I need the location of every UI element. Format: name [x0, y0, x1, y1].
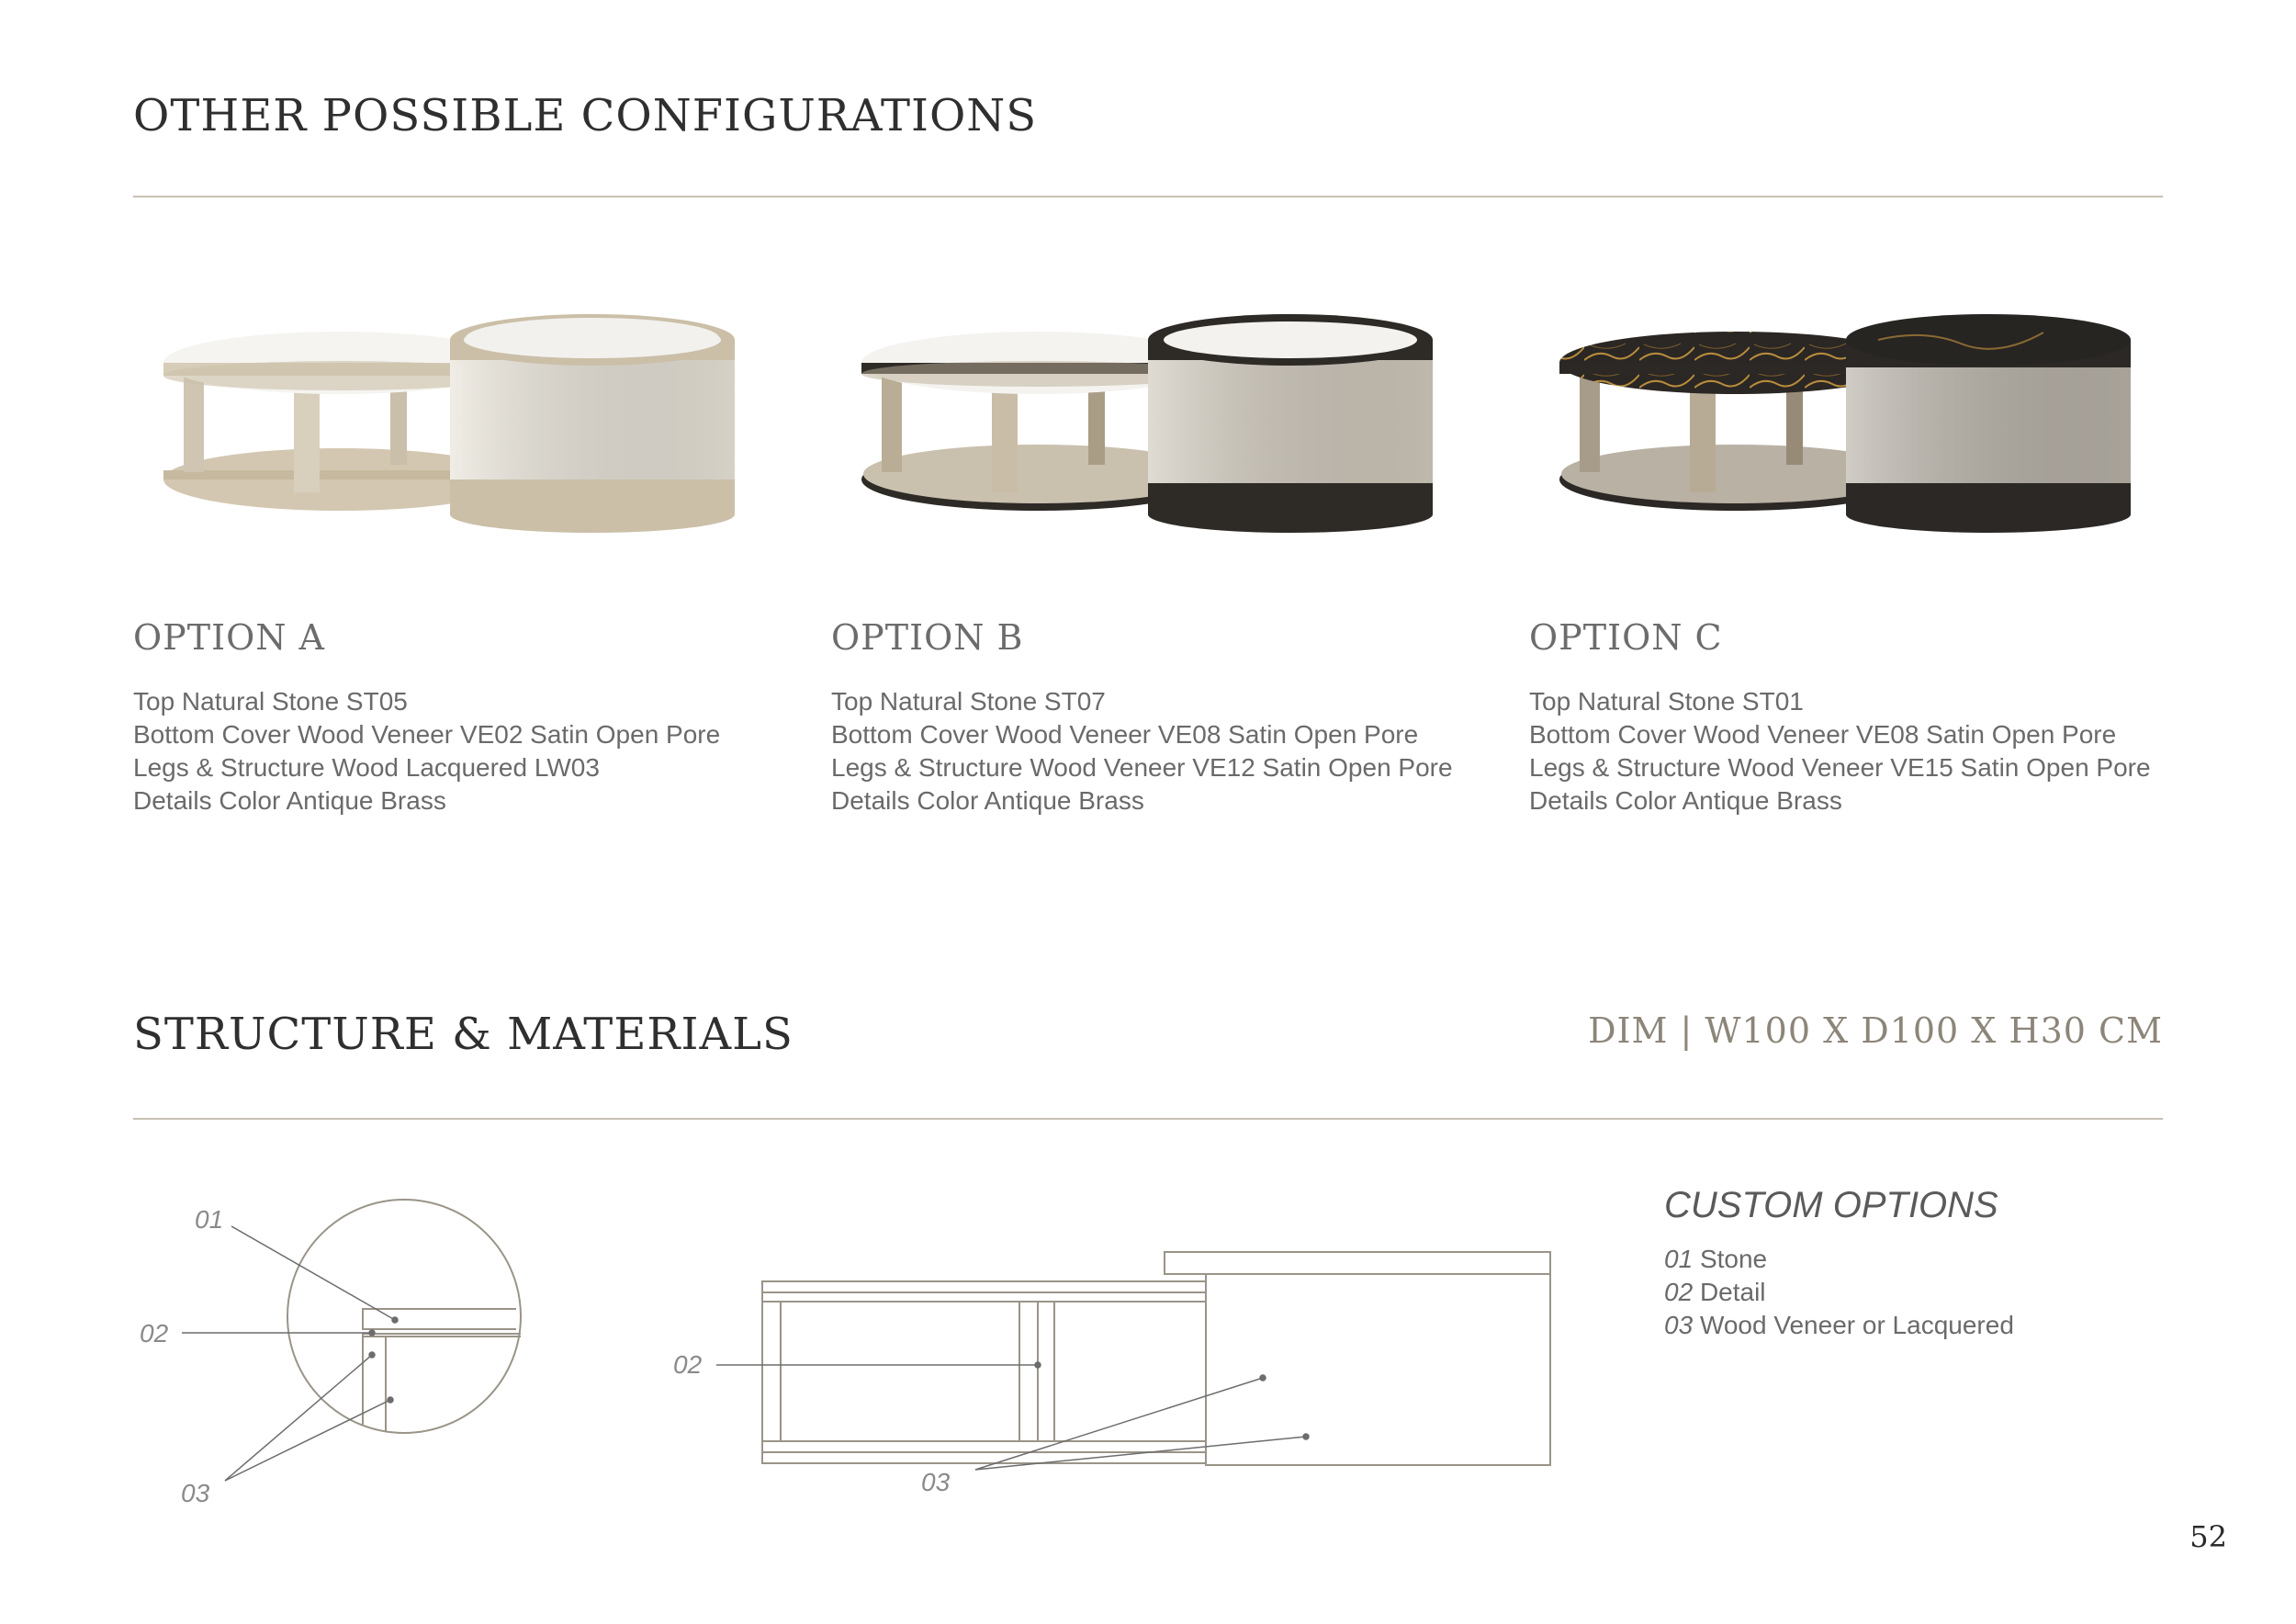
option-a-leg — [184, 377, 204, 472]
table-illustrations — [133, 312, 2181, 551]
custom-options-title: CUSTOM OPTIONS — [1664, 1185, 1998, 1225]
divider-top — [133, 196, 2163, 197]
section-leg — [1019, 1302, 1038, 1441]
option-c-leg — [1580, 377, 1600, 472]
option-b-spec-details: Details Color Antique Brass — [831, 786, 1144, 815]
option-a-spec-bottom: Bottom Cover Wood Veneer VE02 Satin Open Pore — [133, 720, 721, 749]
callout-02-detail: 02 — [140, 1319, 169, 1348]
option-a-title: OPTION A — [133, 617, 326, 658]
detail-top-panel — [363, 1309, 516, 1329]
option-a-spec-details: Details Color Antique Brass — [133, 786, 446, 815]
option-c-spec-details: Details Color Antique Brass — [1529, 786, 1842, 815]
custom-option-stone: 01 Stone — [1664, 1245, 1768, 1273]
option-a-spec-legs: Legs & Structure Wood Lacquered LW03 — [133, 753, 600, 782]
option-c-illustration — [1559, 314, 2131, 533]
option-c-title: OPTION C — [1529, 617, 1723, 658]
section-top-stone — [1165, 1252, 1550, 1274]
option-b-illustration — [861, 314, 1433, 533]
custom-option-detail: 02 Detail — [1664, 1278, 1766, 1306]
option-b-spec-bottom: Bottom Cover Wood Veneer VE08 Satin Open Pore — [831, 720, 1419, 749]
option-c-spec-bottom: Bottom Cover Wood Veneer VE08 Satin Open Pore — [1529, 720, 2117, 749]
option-a-spec-top: Top Natural Stone ST05 — [133, 687, 408, 716]
callout-03-detail: 03 — [181, 1479, 210, 1507]
option-c — [1529, 617, 2151, 818]
custom-options — [1664, 1185, 2014, 1342]
callout-02-section: 02 — [673, 1350, 703, 1379]
dimensions-label: DIM | W100 X D100 X H30 CM — [1588, 1010, 2163, 1051]
page-number: 52 — [2189, 1519, 2227, 1554]
section-drum — [1206, 1274, 1550, 1465]
custom-options-list — [1664, 1243, 2014, 1342]
structure-title: STRUCTURE & MATERIALS — [133, 1009, 793, 1060]
option-c-specs — [1529, 685, 2151, 818]
option-b-spec-top: Top Natural Stone ST07 — [831, 687, 1106, 716]
divider-middle — [133, 1118, 2163, 1120]
option-a — [133, 617, 720, 818]
option-c-spec-top: Top Natural Stone ST01 — [1529, 687, 1804, 716]
custom-option-wood: 03 Wood Veneer or Lacquered — [1664, 1311, 2014, 1339]
option-c-spec-legs: Legs & Structure Wood Veneer VE15 Satin Open Pore — [1529, 753, 2151, 782]
technical-drawing — [0, 1176, 1607, 1543]
option-b-spec-legs: Legs & Structure Wood Veneer VE12 Satin Open Pore — [831, 753, 1453, 782]
option-b-specs — [831, 685, 1453, 818]
callout-01: 01 — [195, 1205, 224, 1234]
option-b-leg — [882, 377, 902, 472]
option-a-specs — [133, 685, 720, 818]
option-b — [831, 617, 1453, 818]
configurations-title: OTHER POSSIBLE CONFIGURATIONS — [133, 90, 1038, 141]
callout-03-section: 03 — [921, 1468, 951, 1496]
option-b-title: OPTION B — [831, 617, 1024, 658]
option-a-illustration — [163, 314, 735, 533]
